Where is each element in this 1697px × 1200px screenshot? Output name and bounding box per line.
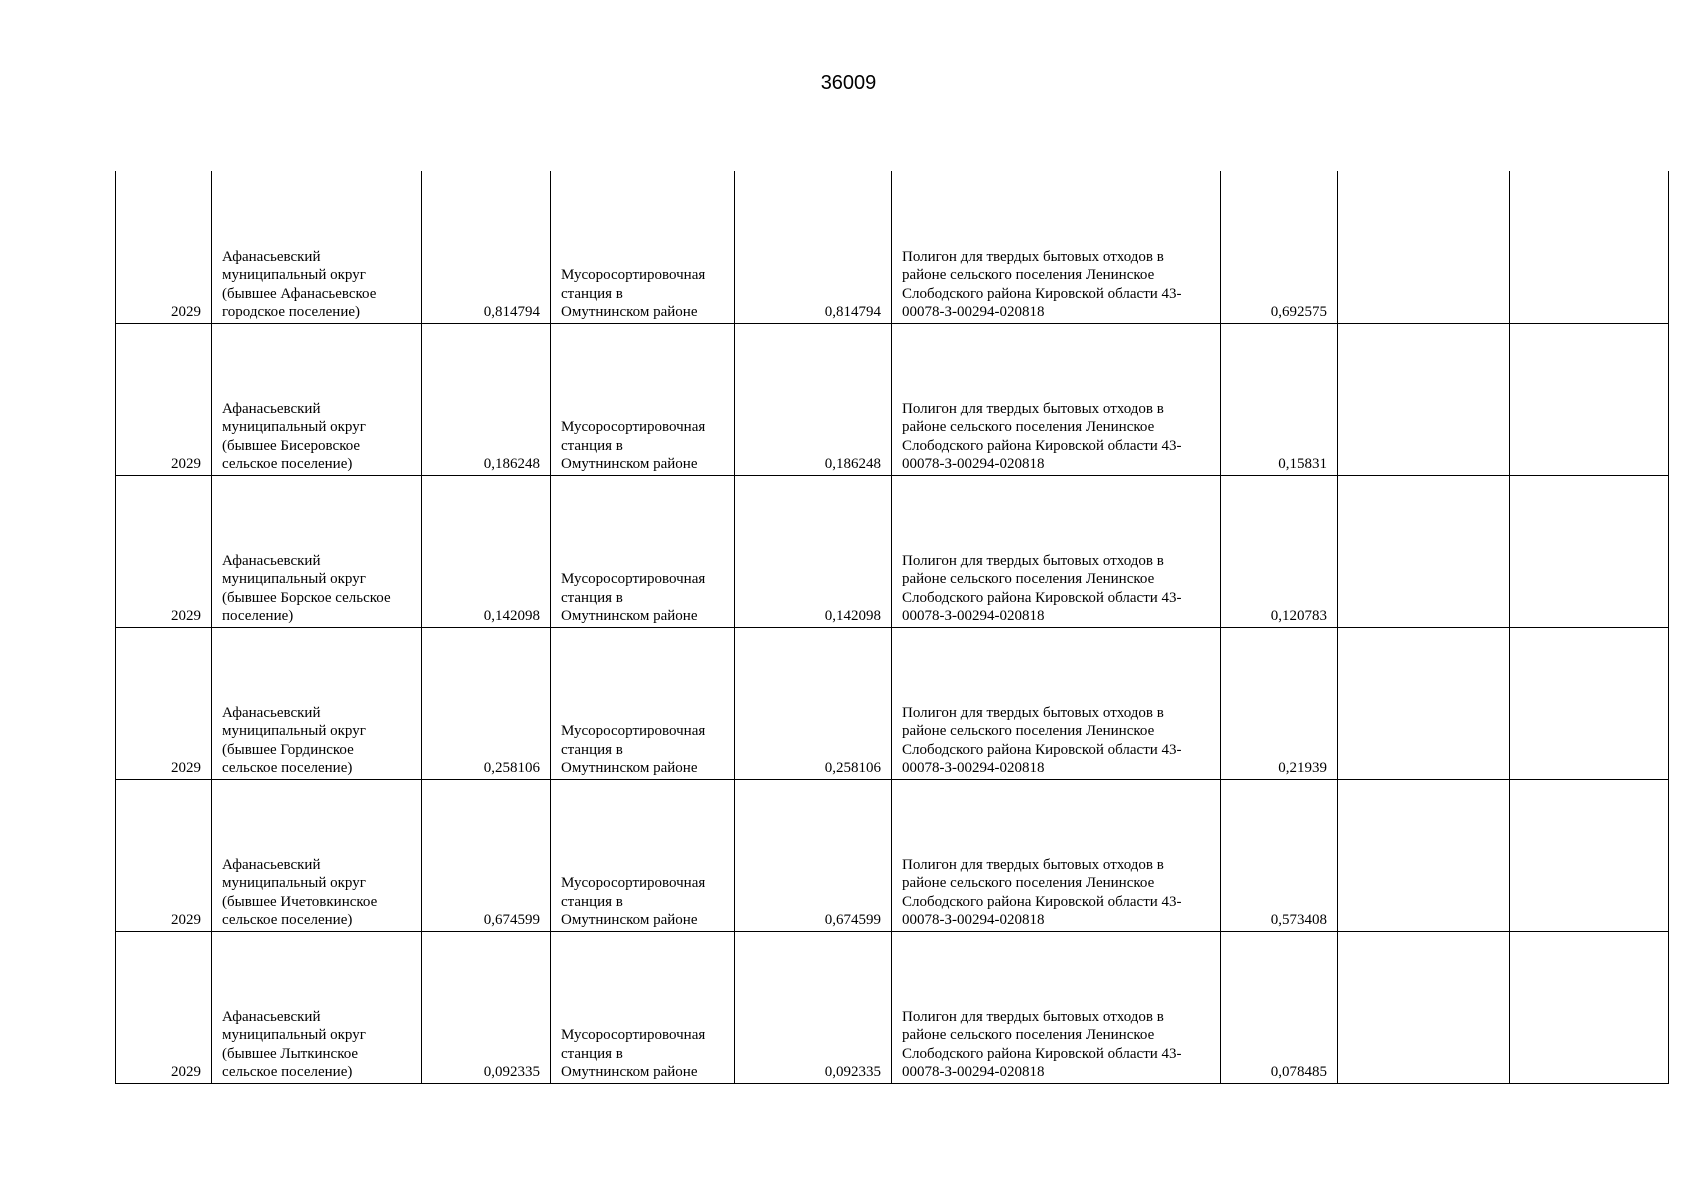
extra-2-cell (1510, 323, 1669, 475)
volume-2-cell: 0,142098 (735, 475, 892, 627)
landfill-cell: Полигон для твердых бытовых отходов в районе сельского поселения Ленинское Слободского района Кировской области 43- 00078-З-00294-020818 (892, 779, 1221, 931)
municipality-cell: Афанасьевский муниципальный округ (бывшее Борское сельское поселение) (212, 475, 422, 627)
volume-2-cell: 0,814794 (735, 171, 892, 323)
volume-3-cell: 0,573408 (1221, 779, 1338, 931)
volume-2-cell: 0,674599 (735, 779, 892, 931)
year-cell: 2029 (116, 779, 212, 931)
facility-cell: Мусоросортировочная станция в Омутнинском районе (551, 931, 735, 1083)
extra-1-cell (1338, 931, 1510, 1083)
table-row (116, 627, 1669, 779)
volume-1-cell: 0,142098 (422, 475, 551, 627)
table-row (116, 171, 1669, 323)
extra-1-cell (1338, 627, 1510, 779)
landfill-cell: Полигон для твердых бытовых отходов в районе сельского поселения Ленинское Слободского района Кировской области 43- 00078-З-00294-020818 (892, 475, 1221, 627)
volume-1-cell: 0,674599 (422, 779, 551, 931)
volume-1-cell: 0,814794 (422, 171, 551, 323)
extra-2-cell (1510, 627, 1669, 779)
facility-cell: Мусоросортировочная станция в Омутнинском районе (551, 475, 735, 627)
extra-2-cell (1510, 931, 1669, 1083)
extra-1-cell (1338, 475, 1510, 627)
year-cell: 2029 (116, 323, 212, 475)
landfill-cell: Полигон для твердых бытовых отходов в районе сельского поселения Ленинское Слободского района Кировской области 43- 00078-З-00294-020818 (892, 627, 1221, 779)
volume-3-cell: 0,692575 (1221, 171, 1338, 323)
extra-1-cell (1338, 779, 1510, 931)
table-row (116, 323, 1669, 475)
volume-2-cell: 0,258106 (735, 627, 892, 779)
table-body (116, 171, 1669, 1083)
year-cell: 2029 (116, 931, 212, 1083)
year-cell: 2029 (116, 171, 212, 323)
landfill-cell: Полигон для твердых бытовых отходов в районе сельского поселения Ленинское Слободского района Кировской области 43- 00078-З-00294-020818 (892, 323, 1221, 475)
volume-3-cell: 0,120783 (1221, 475, 1338, 627)
volume-3-cell: 0,15831 (1221, 323, 1338, 475)
table-row (116, 475, 1669, 627)
volume-1-cell: 0,092335 (422, 931, 551, 1083)
extra-2-cell (1510, 171, 1669, 323)
landfill-cell: Полигон для твердых бытовых отходов в районе сельского поселения Ленинское Слободского района Кировской области 43- 00078-З-00294-020818 (892, 171, 1221, 323)
municipality-cell: Афанасьевский муниципальный округ (бывшее Гординское сельское поселение) (212, 627, 422, 779)
table-row (116, 931, 1669, 1083)
municipality-cell: Афанасьевский муниципальный округ (бывшее Лыткинское сельское поселение) (212, 931, 422, 1083)
volume-3-cell: 0,21939 (1221, 627, 1338, 779)
volume-2-cell: 0,186248 (735, 323, 892, 475)
municipality-cell: Афанасьевский муниципальный округ (бывшее Ичетовкинское сельское поселение) (212, 779, 422, 931)
extra-2-cell (1510, 779, 1669, 931)
facility-cell: Мусоросортировочная станция в Омутнинском районе (551, 171, 735, 323)
volume-3-cell: 0,078485 (1221, 931, 1338, 1083)
extra-1-cell (1338, 323, 1510, 475)
year-cell: 2029 (116, 475, 212, 627)
extra-1-cell (1338, 171, 1510, 323)
landfill-cell: Полигон для твердых бытовых отходов в районе сельского поселения Ленинское Слободского района Кировской области 43- 00078-З-00294-020818 (892, 931, 1221, 1083)
facility-cell: Мусоросортировочная станция в Омутнинском районе (551, 779, 735, 931)
table-row (116, 779, 1669, 931)
volume-2-cell: 0,092335 (735, 931, 892, 1083)
waste-flow-table (115, 171, 1669, 1084)
year-cell: 2029 (116, 627, 212, 779)
facility-cell: Мусоросортировочная станция в Омутнинском районе (551, 627, 735, 779)
extra-2-cell (1510, 475, 1669, 627)
page-number: 36009 (820, 72, 877, 94)
municipality-cell: Афанасьевский муниципальный округ (бывшее Бисеровское сельское поселение) (212, 323, 422, 475)
volume-1-cell: 0,186248 (422, 323, 551, 475)
facility-cell: Мусоросортировочная станция в Омутнинском районе (551, 323, 735, 475)
volume-1-cell: 0,258106 (422, 627, 551, 779)
municipality-cell: Афанасьевский муниципальный округ (бывшее Афанасьевское городское поселение) (212, 171, 422, 323)
